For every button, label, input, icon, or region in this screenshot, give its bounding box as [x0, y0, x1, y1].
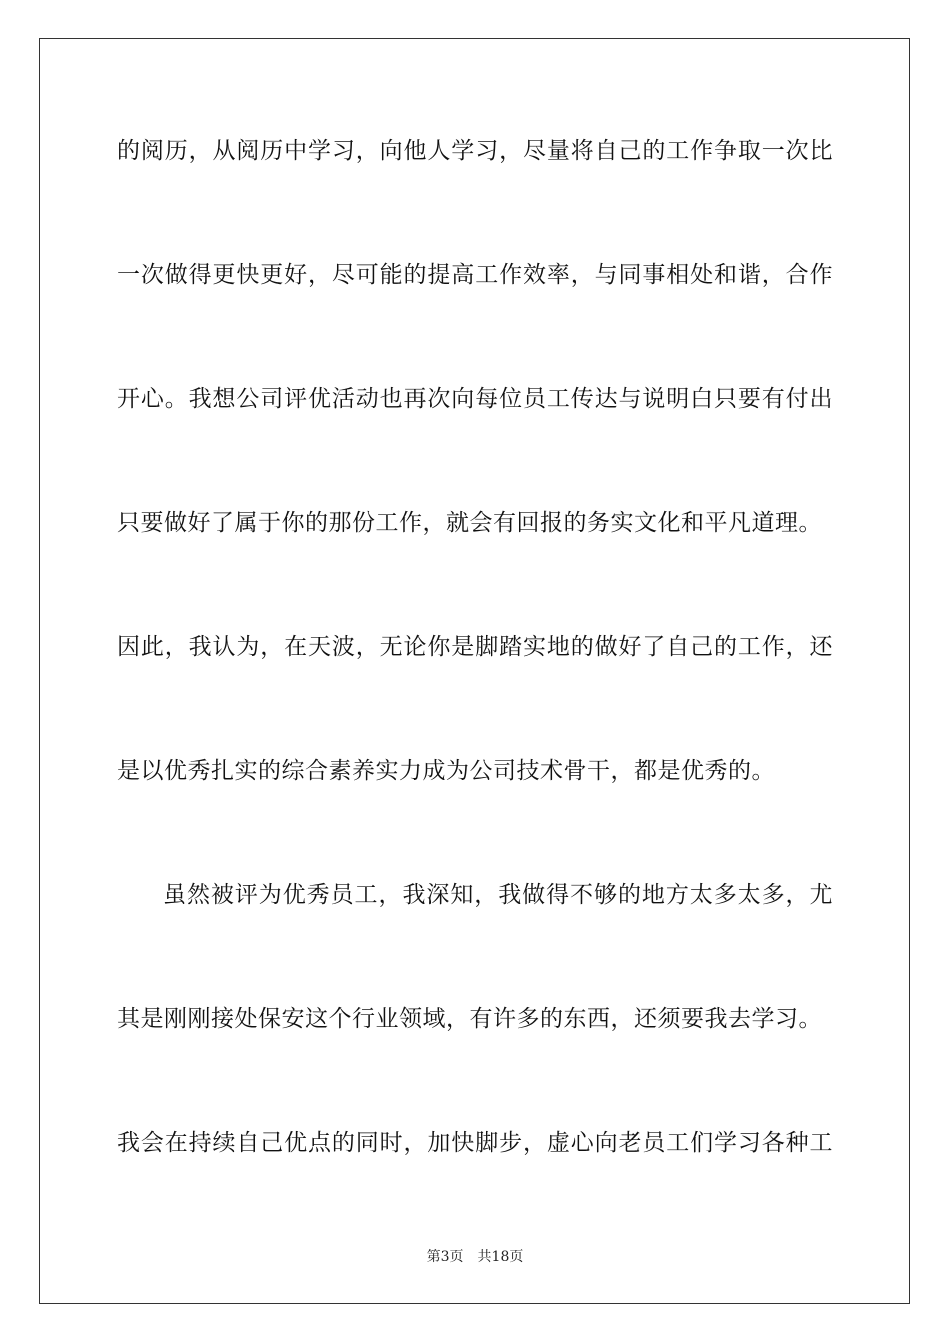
- text-line-9: 我会在持续自己优点的同时，加快脚步，虚心向老员工们学习各种工: [117, 1130, 833, 1156]
- page-footer: [0, 1247, 950, 1267]
- page-number: 第3页: [426, 1249, 464, 1265]
- page-border: [39, 38, 910, 1304]
- text-line-6: 是以优秀扎实的综合素养实力成为公司技术骨干，都是优秀的。: [117, 758, 775, 784]
- text-line-7-paragraph-start: 虽然被评为优秀员工，我深知，我做得不够的地方太多太多，尤: [163, 882, 833, 908]
- text-line-3: 开心。我想公司评优活动也再次向每位员工传达与说明白只要有付出: [117, 386, 833, 412]
- total-pages: 共18页: [477, 1249, 524, 1265]
- text-line-1: 的阅历，从阅历中学习，向他人学习，尽量将自己的工作争取一次比: [117, 138, 833, 164]
- text-line-8: 其是刚刚接处保安这个行业领域，有许多的东西，还须要我去学习。: [117, 1006, 822, 1032]
- text-line-4: 只要做好了属于你的那份工作，就会有回报的务实文化和平凡道理。: [117, 510, 822, 536]
- text-line-2: 一次做得更快更好，尽可能的提高工作效率，与同事相处和谐，合作: [117, 262, 833, 288]
- text-line-5: 因此，我认为，在天波，无论你是脚踏实地的做好了自己的工作，还: [117, 634, 833, 660]
